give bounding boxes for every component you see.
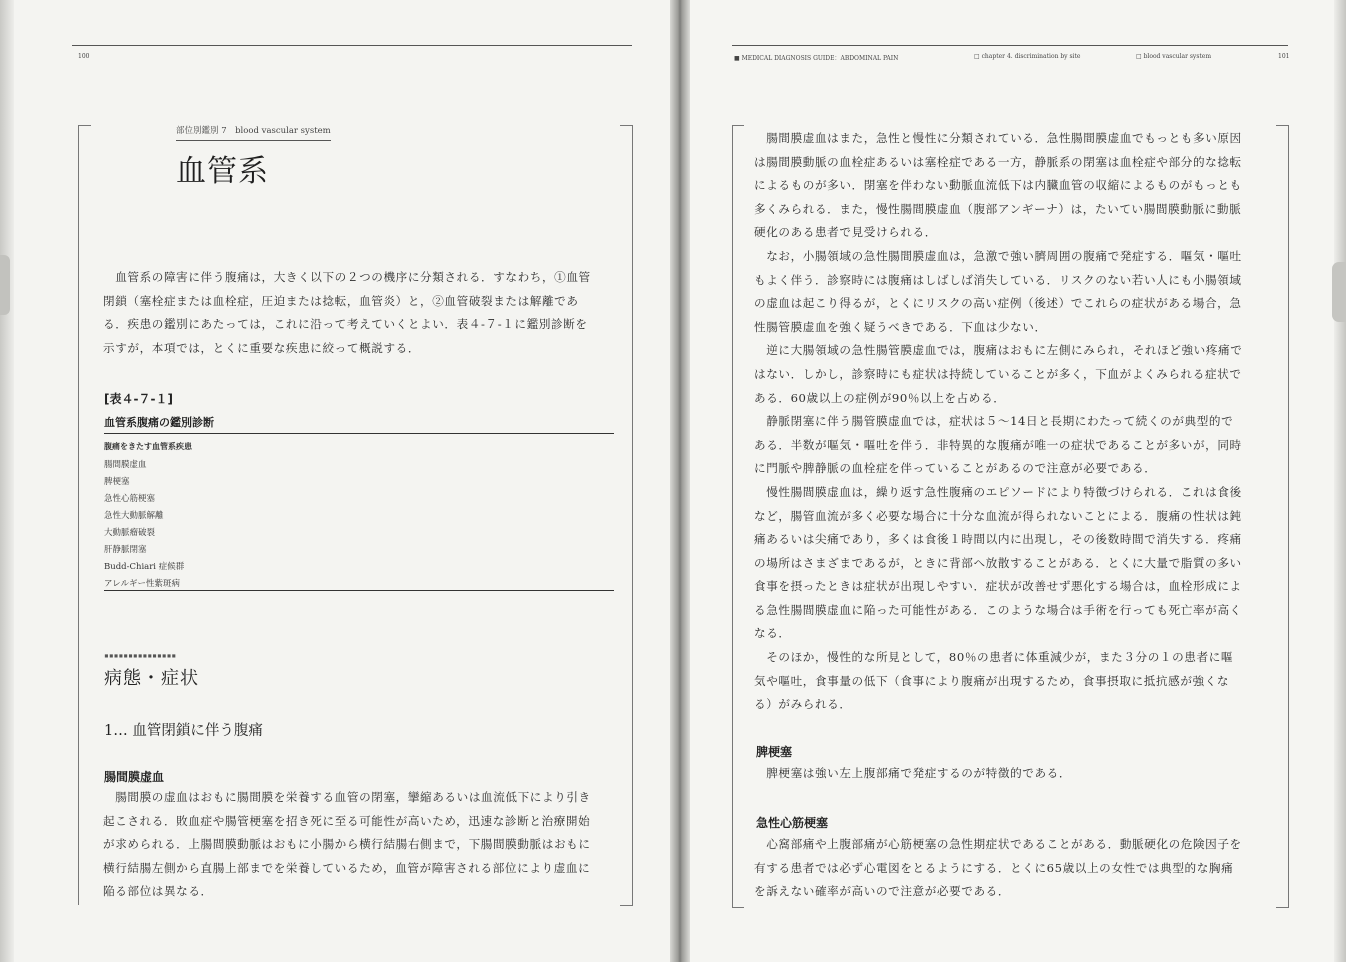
header-rule-left bbox=[72, 45, 632, 46]
page-number-left: 100 bbox=[78, 53, 90, 60]
frame-corner bbox=[732, 125, 744, 126]
left-index-tab bbox=[0, 255, 10, 315]
frame-side bbox=[632, 125, 633, 905]
book-gutter bbox=[670, 0, 690, 962]
mi-paragraph: 心窩部痛や上腹部痛が心筋梗塞の急性期症状であることがある．動脈硬化の危険因子を 有する患者では必ず心電図をとるようにする．とくに65歳以上の女性では典型的な胸痛 を訴えない確率が高いので注意が必要である． bbox=[754, 837, 1242, 899]
table-top-rule bbox=[104, 433, 614, 434]
frame-corner bbox=[1276, 907, 1289, 908]
table-item: 肝静脈閉塞 bbox=[104, 545, 147, 555]
table-number: [表４-７-１] bbox=[104, 392, 173, 406]
header-rule-right bbox=[732, 45, 1288, 46]
frame-corner bbox=[732, 907, 744, 908]
mesenteric-heading: 腸間膜虚血 bbox=[104, 770, 165, 784]
right-page-edge bbox=[1334, 0, 1346, 962]
frame-corner bbox=[620, 905, 633, 906]
table-caption: 血管系腹痛の鑑別診断 bbox=[104, 416, 214, 429]
spleen-heading: 脾梗塞 bbox=[756, 745, 793, 759]
section-dots: ▪▪▪▪▪▪▪▪▪▪▪▪▪▪▪ bbox=[104, 651, 177, 660]
frame-corner bbox=[1276, 125, 1288, 126]
running-header-section: □ blood vascular system bbox=[1136, 53, 1212, 60]
table-item: 急性心筋梗塞 bbox=[104, 494, 156, 504]
frame-corner bbox=[78, 125, 91, 138]
table-item: 急性大動脈解離 bbox=[104, 511, 164, 521]
intro-paragraph: 血管系の障害に伴う腹痛は，大きく以下の２つの機序に分類される．すなわち，①血管 閉鎖（塞栓症または血栓症，圧迫または捻転，血管炎）と，②血管破裂または解離であ る．疾患の鑑別にあたっては，これに沿って考えていくとよい．表４-７-１に鑑別診断を 示すが，本項では，とくに重要な疾患に絞って概説する． bbox=[103, 270, 591, 355]
running-header-title: ■ MEDICAL DIAGNOSIS GUIDE：ABDOMINAL PAIN bbox=[734, 55, 899, 62]
section-heading: 病態・症状 bbox=[104, 668, 199, 689]
right-index-tab bbox=[1332, 262, 1346, 322]
table-item: 脾梗塞 bbox=[104, 477, 130, 487]
table-item: 大動脈瘤破裂 bbox=[104, 528, 156, 538]
table-header: 腹痛をきたす血管系疾患 bbox=[104, 442, 192, 451]
table-item: Budd-Chiari 症候群 bbox=[104, 562, 185, 572]
left-page-edge bbox=[0, 0, 14, 962]
frame-side bbox=[1288, 125, 1289, 907]
frame-side bbox=[78, 125, 79, 905]
right-page bbox=[684, 0, 1346, 962]
subsection-heading: 1… 血管閉鎖に伴う腹痛 bbox=[104, 723, 263, 739]
frame-side bbox=[732, 125, 733, 907]
mesenteric-paragraph: 腸間膜の虚血はおもに腸間膜を栄養する血管の閉塞，攣縮あるいは血流低下により引き 起こされる．敗血症や腸管梗塞を招き死に至る可能性が高いため，迅速な診断と治療開始 が求められる．上腸間膜動脈はおもに小腸から横行結腸右側まで，下腸間膜動脈はおもに 横行結腸左側から直腸上部までを栄養しているため，血管が障害される部位により虚血に 陥る部位は異なる． bbox=[103, 790, 591, 899]
right-body: 腸間膜虚血はまた，急性と慢性に分類されている．急性腸間膜虚血でもっとも多い原因 は腸間膜動脈の血栓症あるいは塞栓症である一方，静脈系の閉塞は血栓症や部分的な捻転 によるものが多い．閉塞を伴わない動脈血流低下は内臓血管の収縮によるものがもっとも 多くみられる．また，慢性腸間膜虚血（腹部アンギーナ）は，たいてい腸間膜動脈に動脈 硬化のある患者で見受けられる． なお，小腸領域の急性腸間膜虚血は，急激で強い臍周囲の腹痛で発症する．嘔気・嘔吐 もよく伴う．診察時には腹痛はしばしば消失している．リスクのない若い人にも小腸領域 の虚血は起こり得るが，とくにリスクの高い症例（後述）でこれらの症状がある場合，急 性腸管膜虚血を強く疑うべきである．下血は少ない． 逆に大腸領域の急性腸管膜虚血では，腹痛はおもに左側にみられ，それほど強い疼痛で はない．しかし，診察時にも症状は持続していることが多く，下血がよくみられる症状で ある．60歳以上の症例が90％以上を占める． 静脈閉塞に伴う腸管膜虚血では，症状は５〜14日と長期にわたって続くのが典型的で ある．半数が嘔気・嘔吐を伴う．非特異的な腹痛が唯一の症状であることが多いが，同時 に門脈や脾静脈の血栓症を伴っていることがあるので注意が必要である． 慢性腸間膜虚血は，繰り返す急性腹痛のエピソードにより特徴づけられる．これは食後 など，腸管血流が多く必要な場合に十分な血流が得られないことによる．腹痛の性状は鈍 痛あるいは尖痛であり，多くは食後１時間以内に出現し，その後数時間で消失する．疼痛 の場所はさまざまであるが，ときに背部へ放散することがある．とくに大量で脂質の多い 食事を摂ったときは症状が出現しやすい．症状が改善せず悪化する場合は，血栓形成によ る急性腸間膜虚血に陥った可能性がある．このような場合は手術を行っても死亡率が高く なる． そのほか，慢性的な所見として，80％の患者に体重減少が，また３分の１の患者に嘔 気や嘔吐，食事量の低下（食事により腹痛が出現するため，食事摂取に抵抗感が強くな る）がみられる． bbox=[754, 131, 1243, 712]
spleen-paragraph: 脾梗塞は強い左上腹部痛で発症するのが特徴的である． bbox=[754, 766, 1072, 780]
frame-corner bbox=[620, 125, 632, 126]
mi-heading: 急性心筋梗塞 bbox=[756, 816, 829, 830]
table-item: アレルギー性紫斑病 bbox=[104, 579, 180, 589]
page-number-right: 101 bbox=[1278, 53, 1290, 60]
section-label: 部位別鑑別 7 blood vascular system bbox=[176, 126, 331, 136]
table-item: 腸間膜虚血 bbox=[104, 460, 147, 470]
table-bottom-rule bbox=[104, 590, 614, 591]
page-title: 血管系 bbox=[176, 154, 269, 189]
running-header-chapter: □ chapter 4. discrimination by site bbox=[974, 53, 1081, 60]
title-rule bbox=[176, 140, 331, 141]
